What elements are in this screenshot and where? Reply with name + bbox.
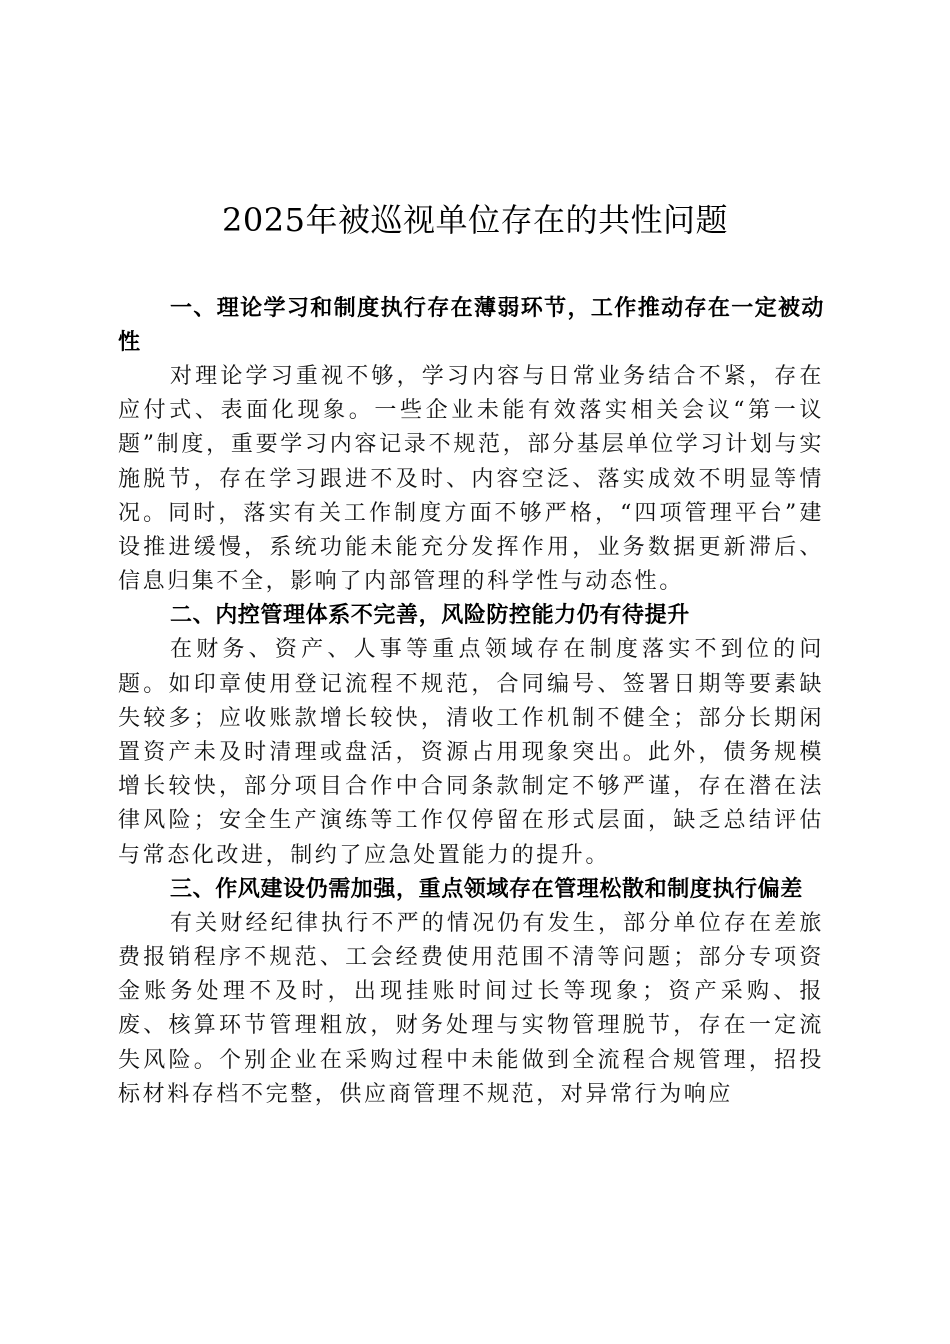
document-title: 2025年被巡视单位存在的共性问题 (222, 201, 728, 239)
section-paragraph-2: 在财务、资产、人事等重点领域存在制度落实不到位的问题。如印章使用登记流程不规范，合同编号、签署日期等要素缺失较多；应收账款增长较快，清收工作机制不健全；部分长期闲置资产未及时清理或盘活，资源占用现象突出。此外，债务规模增长较快，部分项目合作中合同条款制定不够严谨，存在潜在法律风险；安全生产演练等工作仅停留在形式层面，缺乏总结评估与常态化改进，制约了应急处置能力的提升。 (118, 637, 824, 868)
section-heading-1: 一、理论学习和制度执行存在薄弱环节，工作推动存在一定被动性 (118, 296, 824, 355)
section-paragraph-3: 有关财经纪律执行不严的情况仍有发生，部分单位存在差旅费报销程序不规范、工会经费使用范围不清等问题；部分专项资金账务处理不及时，出现挂账时间过长等现象；资产采购、报废、核算环节管理粗放，财务处理与实物管理脱节，存在一定流失风险。个别企业在采购过程中未能做到全流程合规管理，招投标材料存档不完整，供应商管理不规范，对异常行为响应 (118, 910, 824, 1107)
section-heading-3: 三、作风建设仍需加强，重点领域存在管理松散和制度执行偏差 (170, 876, 803, 902)
document-body (118, 292, 824, 1112)
section-heading-2: 二、内控管理体系不完善，风险防控能力仍有待提升 (170, 603, 690, 629)
section-paragraph-1: 对理论学习重视不够，学习内容与日常业务结合不紧，存在应付式、表面化现象。一些企业未能有效落实相关会议“第一议题”制度，重要学习内容记录不规范，部分基层单位学习计划与实施脱节，存在学习跟进不及时、内容空泛、落实成效不明显等情况。同时，落实有关工作制度方面不够严格，“四项管理平台”建设推进缓慢，系统功能未能充分发挥作用，业务数据更新滞后、信息归集不全，影响了内部管理的科学性与动态性。 (118, 364, 824, 595)
